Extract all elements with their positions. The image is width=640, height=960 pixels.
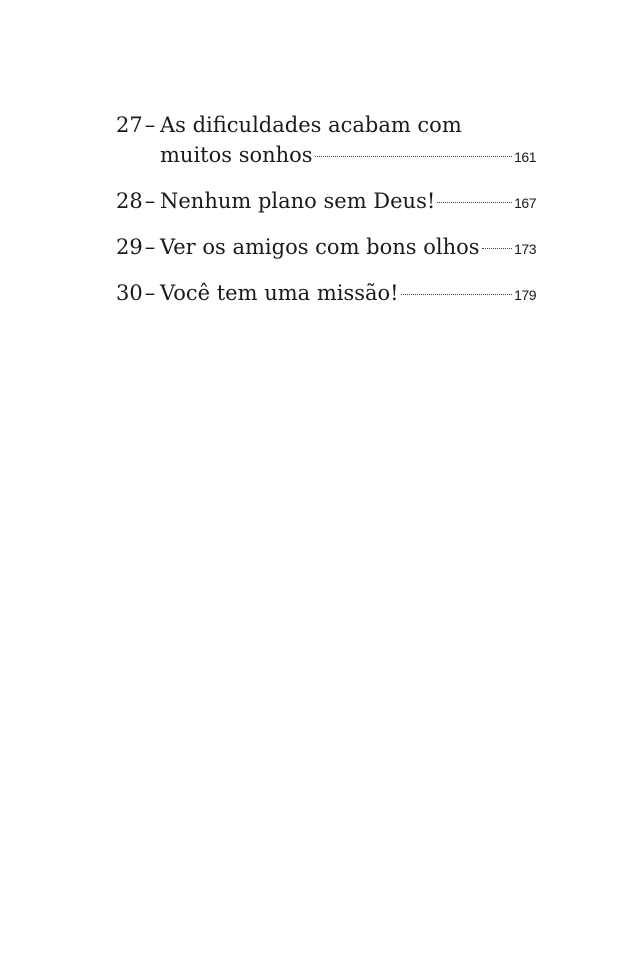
- chapter-number: 29: [116, 235, 143, 259]
- toc-entry-27[interactable]: [116, 110, 536, 172]
- chapter-dash: –: [144, 113, 156, 137]
- chapter-title-block: [160, 232, 536, 264]
- dot-leader: [482, 248, 513, 249]
- chapter-title: Ver os amigos com bons olhos: [160, 235, 480, 259]
- toc-entry-28[interactable]: [116, 186, 536, 218]
- chapter-title-line-2: [160, 140, 536, 172]
- chapter-title-line: [160, 278, 536, 310]
- page-number: 161: [514, 149, 536, 165]
- chapter-title-line: [160, 232, 536, 264]
- dot-leader: [437, 202, 512, 203]
- chapter-number: 27: [116, 113, 143, 137]
- chapter-number: 28: [116, 189, 143, 213]
- chapter-number: 30: [116, 281, 143, 305]
- chapter-dash: –: [144, 235, 156, 259]
- chapter-title-block: [160, 278, 536, 310]
- chapter-dash: –: [144, 281, 156, 305]
- dot-leader: [401, 294, 513, 295]
- table-of-contents: [116, 110, 536, 324]
- page-number: 173: [514, 241, 536, 257]
- chapter-title: Nenhum plano sem Deus!: [160, 189, 436, 213]
- page-number: 179: [514, 287, 536, 303]
- chapter-title-block: [160, 110, 536, 172]
- page-number: 167: [514, 195, 536, 211]
- chapter-title: muitos sonhos: [160, 143, 313, 167]
- toc-entry-30[interactable]: [116, 278, 536, 310]
- chapter-title-line: [160, 186, 536, 218]
- toc-entry-29[interactable]: [116, 232, 536, 264]
- dot-leader: [315, 156, 513, 157]
- chapter-title-line-1: As dificuldades acabam com: [160, 113, 462, 137]
- chapter-title: Você tem uma missão!: [160, 281, 399, 305]
- chapter-title-block: [160, 186, 536, 218]
- chapter-dash: –: [144, 189, 156, 213]
